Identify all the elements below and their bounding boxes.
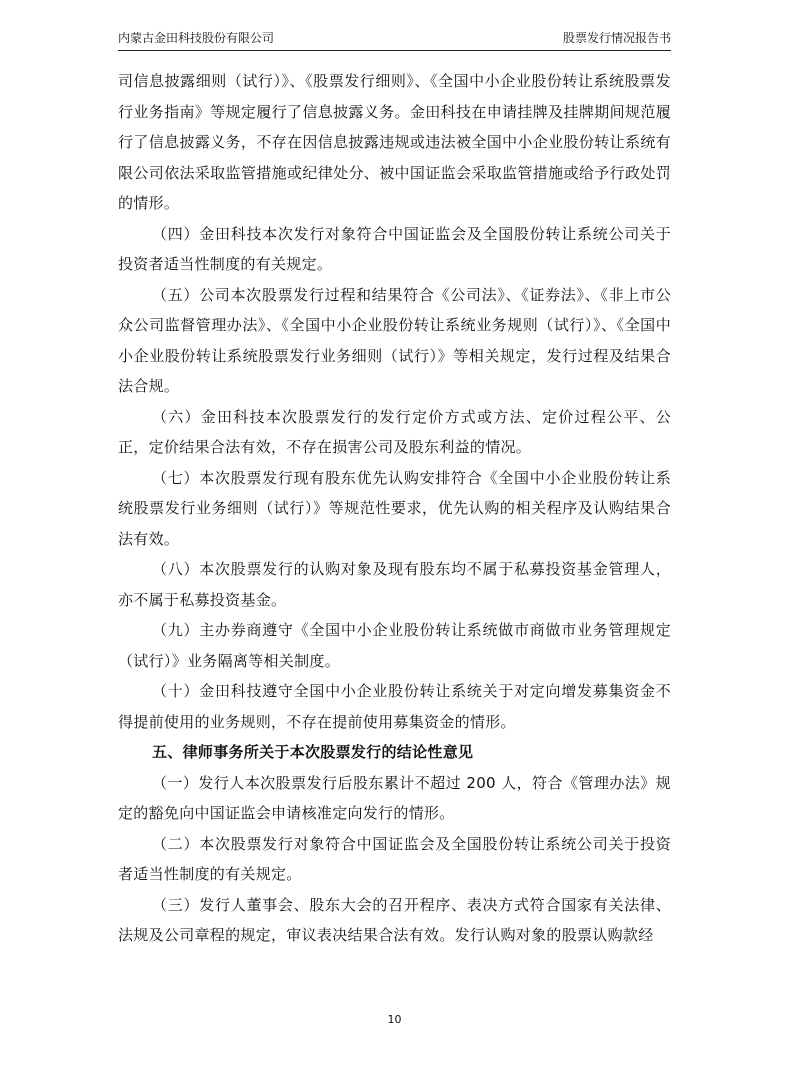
paragraph-item-9: （九）主办券商遵守《全国中小企业股份转让系统做市商做市业务管理规定（试行）》业务隔离等相关制度。: [118, 621, 671, 670]
paragraph-item-5: （五）公司本次股票发行过程和结果符合《公司法》、《证券法》、《非上市公众公司监督管理办法》、《全国中小企业股份转让系统业务规则（试行）》、《全国中小企业股份转让系统股票发行业务细则（试行）》等相关规定，发行过程及结果合法合规。: [118, 285, 671, 395]
paragraph-opinion-2: （二）本次股票发行对象符合中国证监会及全国股份转让系统公司关于投资者适当性制度的有关规定。: [118, 834, 671, 883]
paragraph-item-4: （四）金田科技本次发行对象符合中国证监会及全国股份转让系统公司关于投资者适当性制度的有关规定。: [118, 224, 671, 273]
paragraph-opinion-3: （三）发行人董事会、股东大会的召开程序、表决方式符合国家有关法律、法规及公司章程的规定，审议表决结果合法有效。发行认购对象的股票认购款经: [118, 895, 671, 944]
paragraph-item-6: （六）金田科技本次股票发行的发行定价方式或方法、定价过程公平、公正，定价结果合法有效，不存在损害公司及股东利益的情况。: [118, 407, 671, 456]
page-header: [118, 28, 671, 51]
paragraph-disclosure-continuation: 司信息披露细则（试行）》、《股票发行细则》、《全国中小企业股份转让系统股票发行业务指南》等规定履行了信息披露义务。金田科技在申请挂牌及挂牌期间规范履行了信息披露义务，不存在因信息披露违规或违法被全国中小企业股份转让系统有限公司依法采取监管措施或纪律处分、被中国证监会采取监管措施或给予行政处罚的情形。: [118, 72, 671, 212]
paragraph-item-10: （十）金田科技遵守全国中小企业股份转让系统关于对定向增发募集资金不得提前使用的业务规则，不存在提前使用募集资金的情形。: [118, 682, 671, 731]
document-body: [118, 66, 671, 951]
header-document-title: 股票发行情况报告书: [562, 31, 671, 45]
paragraph-item-7: （七）本次股票发行现有股东优先认购安排符合《全国中小企业股份转让系统股票发行业务细则（试行）》等规范性要求，优先认购的相关程序及认购结果合法有效。: [118, 468, 671, 548]
section-heading-law-firm-opinion: 五、律师事务所关于本次股票发行的结论性意见: [152, 743, 474, 761]
header-company-name: 内蒙古金田科技股份有限公司: [118, 31, 275, 45]
paragraph-item-8: （八）本次股票发行的认购对象及现有股东均不属于私募投资基金管理人，亦不属于私募投资基金。: [118, 560, 671, 609]
page-number: 10: [387, 1013, 402, 1026]
paragraph-opinion-1: （一）发行人本次股票发行后股东累计不超过 200 人，符合《管理办法》规定的豁免向中国证监会申请核准定向发行的情形。: [118, 773, 671, 822]
